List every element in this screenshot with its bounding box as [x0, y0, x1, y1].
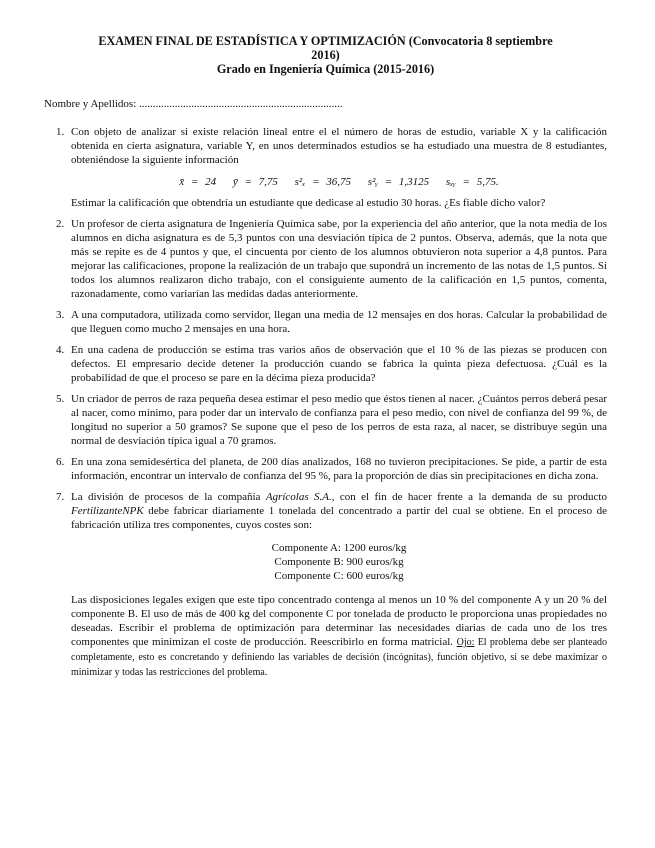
problem-text: Un criador de perros de raza pequeña desea estimar el peso medio que éstos tienen al nacer. ¿Cuántos perros deberá pesar al nacer, como mínimo, para poder dar un intervalo de confianza para el peso medio, con nivel de confianza del 99 %, de longitud no superior a 50 gramos? Se supone que el peso de los perros de esta raza, al nacer, se distribuye según una normal de desviación típica igual a 70 gramos.	[71, 393, 607, 447]
problem-6	[44, 455, 607, 483]
ojo-note: El problema debe ser planteado completamente, esto es concretando y definiendo las variables de decisión (incógnitas), función objetivo, si se debe maximizar o minimizar y todas las restricciones del problema.	[71, 637, 608, 678]
title-line-2: 2016)	[311, 48, 340, 62]
problem-3	[44, 308, 607, 336]
problem-5	[44, 392, 607, 448]
product-name: FertilizanteNPK	[71, 505, 144, 517]
variance-x: s²ₓ = 36,75	[294, 176, 352, 188]
problem-constraints-text	[71, 593, 607, 680]
cost-component-b: Componente B: 900 euros/kg	[274, 556, 404, 568]
problem-text: En una zona semidesértica del planeta, de 200 días analizados, 168 no tuvieron precipitaciones. Se pide, a partir de esta información, encontrar un intervalo de confianza del 95 %, para la proporción de días sin precipitaciones en dicha zona.	[71, 456, 607, 482]
problem-number: 4.	[56, 344, 65, 356]
text-part-d: Las disposiciones legales exigen que este tipo concentrado contenga al menos un 10 % del componente A y un 20 % del componente B. El uso de más de 400 kg del componente C por tonelada de producto le proporciona unas propiedades no deseadas. Escribir el problema de optimización para determinar las necesidades diarias de cada uno de los tres componentes que minimizan el coste de producción. Reescribirlo en forma matricial.	[71, 594, 607, 648]
cost-component-a: Componente A: 1200 euros/kg	[271, 542, 407, 554]
exam-title	[44, 34, 607, 76]
problem-number: 1.	[56, 126, 65, 138]
problem-number: 5.	[56, 393, 65, 405]
text-part-c: debe fabricar diariamente 1 tonelada del concentrado a partir del cual se obtiene. En el proceso de fabricación utiliza tres componentes, cuyos costes son:	[71, 505, 607, 531]
cost-component-c: Componente C: 600 euros/kg	[274, 570, 404, 582]
summary-statistics	[71, 175, 607, 189]
name-field-line: Nombre y Apellidos: ..........................................................................	[44, 98, 343, 110]
problem-number: 7.	[56, 491, 65, 503]
problem-1	[44, 125, 607, 210]
problem-text: En una cadena de producción se estima tras varios años de observación que el 10 % de las piezas se producen con defectos. El empresario decide detener la producción cuando se fabrica la quinta pieza defectuosa. ¿Cuál es la probabilidad de que el proceso se pare en la décima pieza producida?	[71, 344, 607, 384]
problem-2	[44, 217, 607, 301]
problem-text	[71, 490, 607, 532]
mean-y: ȳ = 7,75	[232, 176, 278, 188]
company-name: Agrícolas S.A.	[265, 491, 332, 503]
exam-subtitle: Grado en Ingeniería Química (2015-2016)	[216, 62, 435, 76]
problem-text: Con objeto de analizar si existe relación lineal entre el el número de horas de estudio, variable X y la calificación obtenida en cierta asignatura, variable Y, en unos determinados estudios se ha estudiado una muestra de 8 estudiantes, obteniéndose la siguiente información	[71, 126, 607, 166]
component-costs	[71, 541, 607, 583]
problem-list	[44, 125, 607, 680]
covariance-xy: sₓᵧ = 5,75.	[445, 176, 499, 188]
problem-question: Estimar la calificación que obtendría un estudiante que dedicase al estudio 30 horas. ¿Es fiable dicho valor?	[71, 197, 546, 209]
problem-number: 3.	[56, 309, 65, 321]
title-line-1: EXAMEN FINAL DE ESTADÍSTICA Y OPTIMIZACIÓN (Convocatoria 8 septiembre	[98, 34, 553, 48]
problem-text: Un profesor de cierta asignatura de Ingeniería Química sabe, por la experiencia del año anterior, que la nota media de los alumnos en dicha asignatura es de 5,3 puntos con una desviación típica de 2 puntos. Observa, además, que la nota que más se repite es de 4 puntos y que, el cincuenta por ciento de los alumnos obtuvieron nota superior a 4,8 puntos. Para mejorar las calificaciones, propone la realización de un trabajo que supondrá un incremento de las notas de 1,5 puntos. Si todos los alumnos realizaron dicho trabajo, con el consiguiente aumento de la calificación en 1,5 puntos, comenta, razonadamente, como variarían las medidas dadas anteriormente.	[71, 218, 607, 300]
ojo-label: Ojo:	[456, 637, 475, 648]
text-part-a: La división de procesos de la compañía	[71, 491, 266, 503]
problem-4	[44, 343, 607, 385]
problem-7	[44, 490, 607, 680]
problem-text: A una computadora, utilizada como servidor, llegan una media de 12 mensajes en dos horas. Calcular la probabilidad de que lleguen como mucho 2 mensajes en una hora.	[71, 309, 607, 335]
problem-number: 2.	[56, 218, 65, 230]
problem-number: 6.	[56, 456, 65, 468]
mean-x: x̄ = 24	[179, 176, 217, 188]
variance-y: s²ᵧ = 1,3125	[367, 176, 430, 188]
text-part-b: , con el fin de hacer frente a la demanda de su producto	[331, 491, 607, 503]
